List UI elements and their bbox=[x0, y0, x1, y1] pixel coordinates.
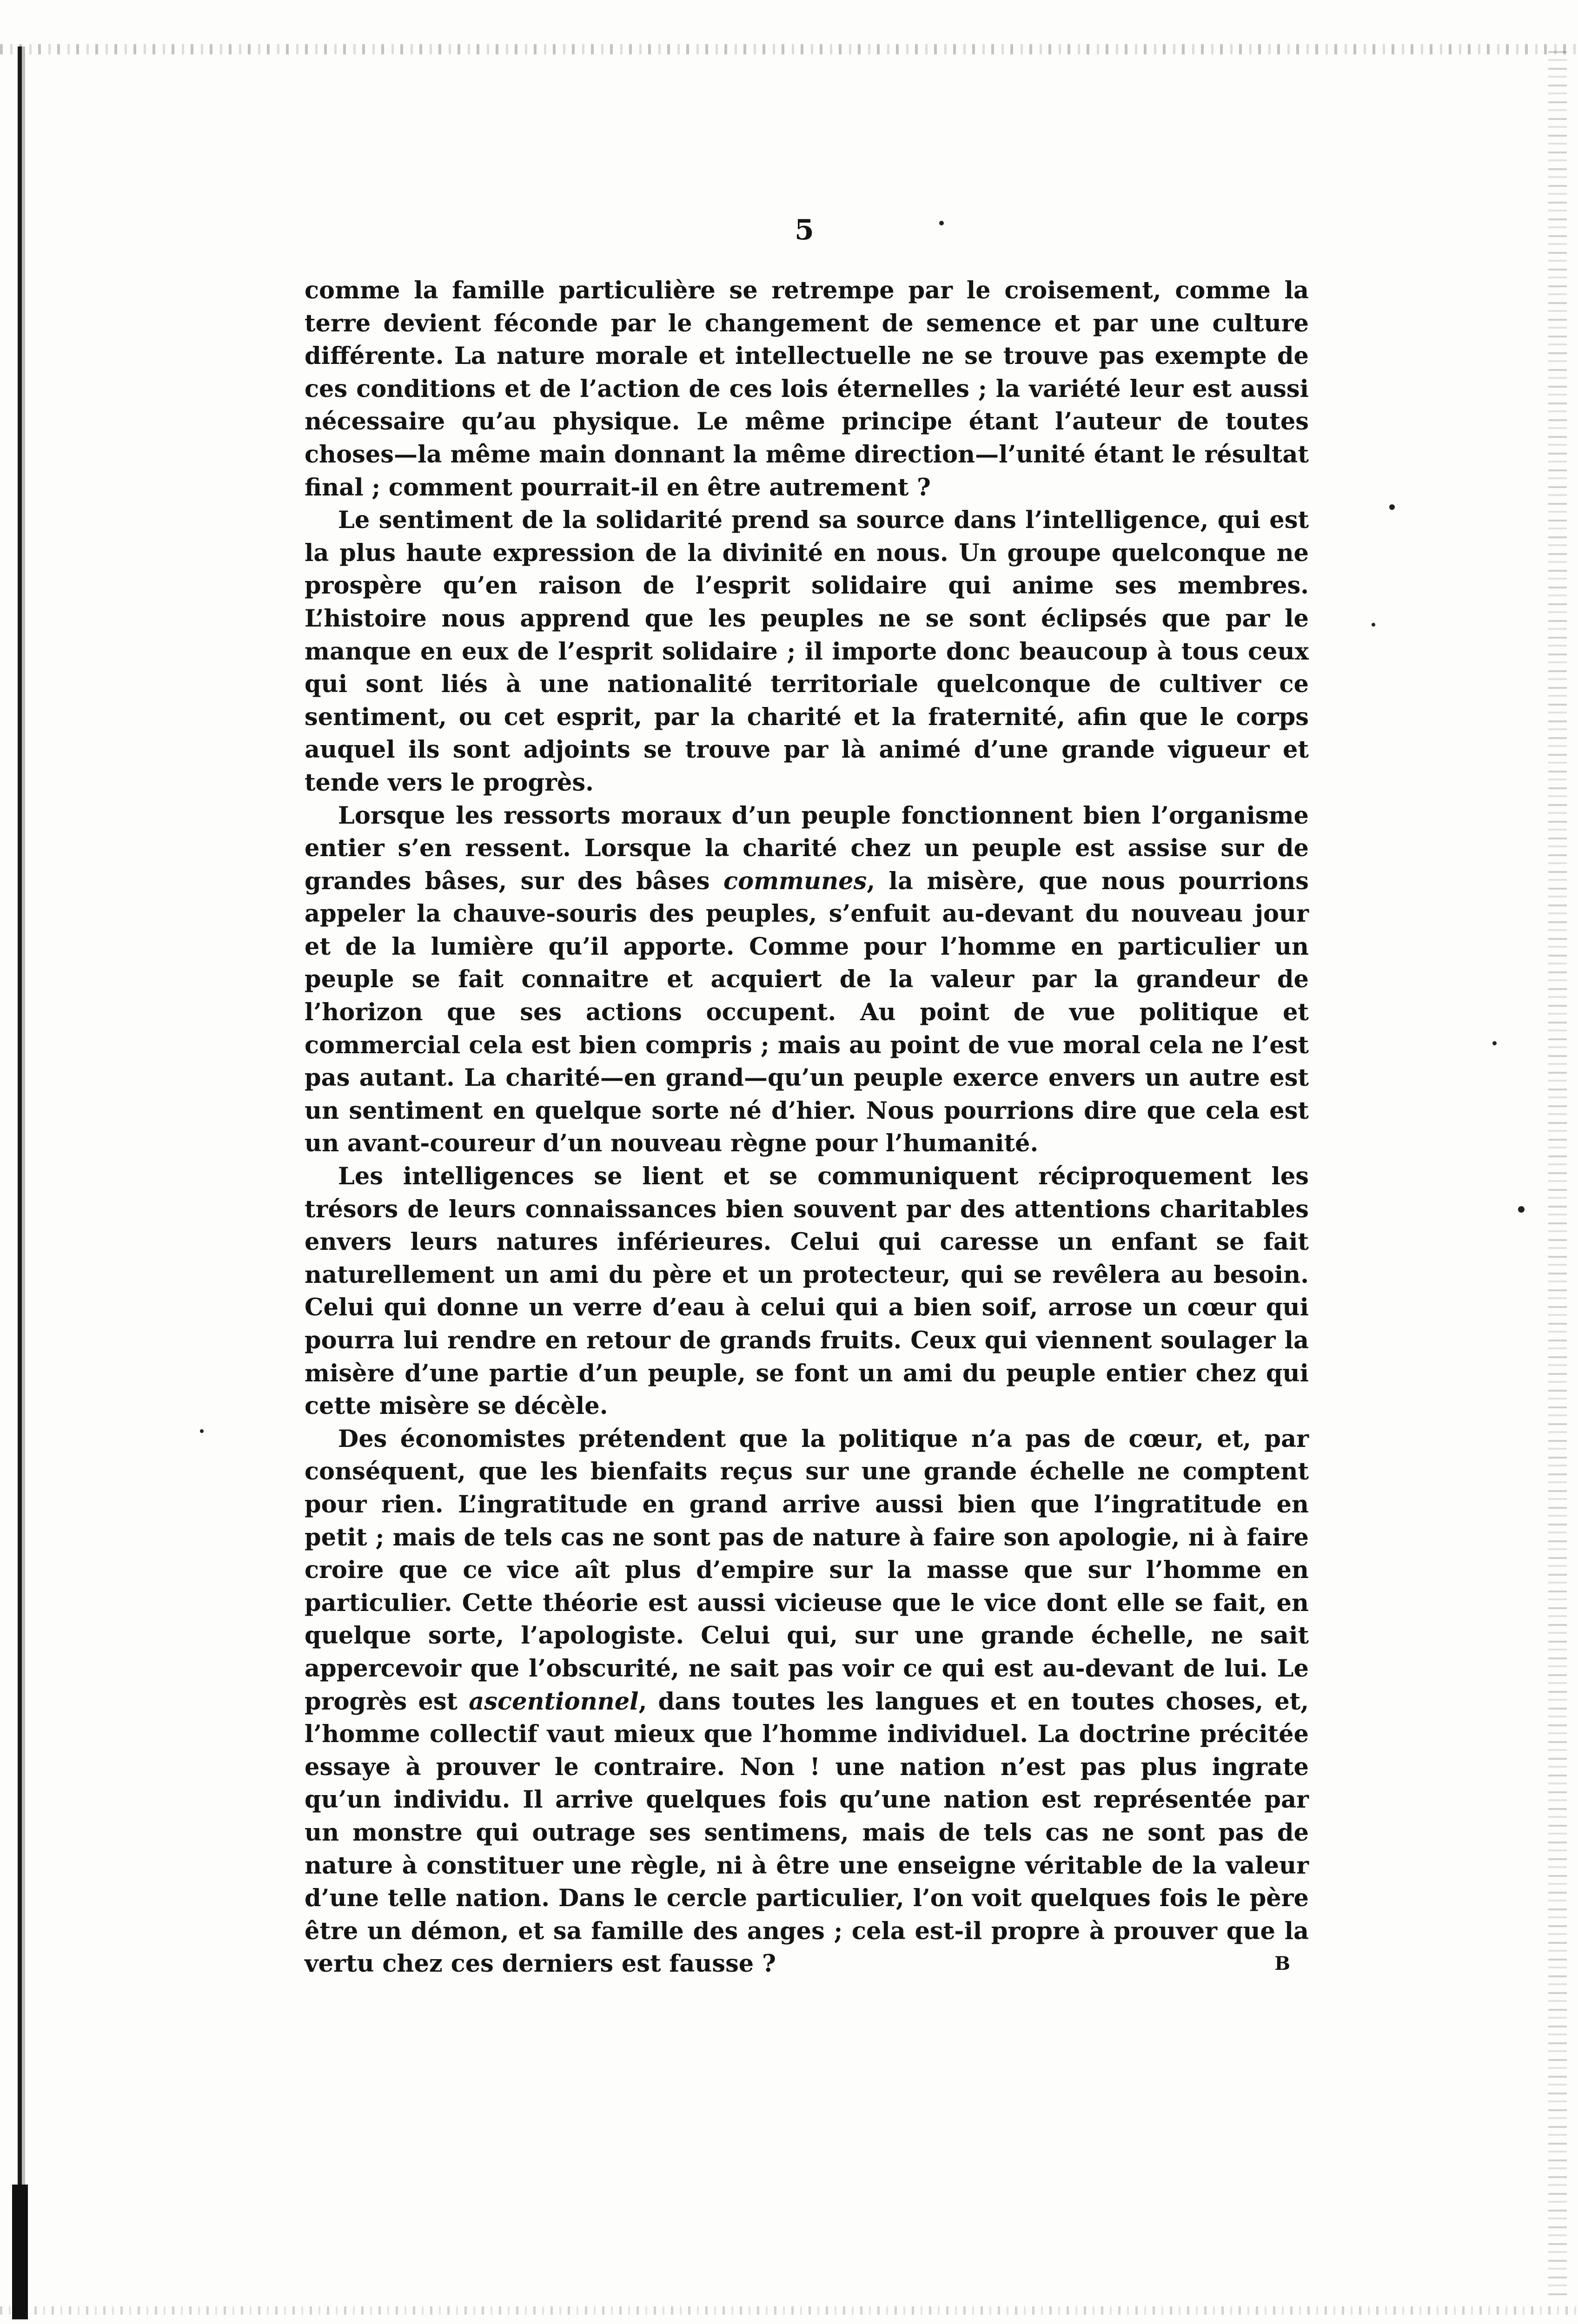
italic-text-segment: communes bbox=[723, 867, 867, 895]
scan-edge-top bbox=[0, 44, 1578, 54]
text-segment: , la misère, que nous pourrions appeler la chauve-souris des peuples, s’enfuit au-devant du nouveau jour et de la lumière qu’il apporte. Comme pour l’homme en particulier un peuple se fait connaitre et acquiert de la valeur par la grandeur de l’horizon que ses actions occupent. Au point de vue politique et commercial cela est bien compris ; mais au point de vue moral cela ne l’est pas autant. La charité—en grand—qu’un peuple exerce envers un autre est un sentiment en quelque sorte né d’hier. Nous pourrions dire que cela est un avant-coureur d’un nouveau règne pour l’humanité. bbox=[305, 867, 1309, 1158]
paragraph bbox=[305, 1423, 1309, 1981]
ink-speck bbox=[1372, 623, 1375, 627]
italic-text-segment: ascentionnel bbox=[469, 1687, 639, 1716]
scan-edge-bottom bbox=[0, 2306, 1578, 2315]
paragraph bbox=[305, 1160, 1309, 1423]
text-segment: Les intelligences se lient et se communiquent réciproquement les trésors de leurs connaissances bien souvent par des attentions charitables envers leurs natures inférieures. Celui qui caresse un enfant se fait naturellement un ami du père et un protecteur, qui se revêlera au besoin. Celui qui donne un verre d’eau à celui qui a bien soif, arrose un cœur qui pourra lui rendre en retour de grands fruits. Ceux qui viennent soulager la misère d’une partie d’un peuple, se font un ami du peuple entier chez qui cette misère se décèle. bbox=[305, 1162, 1309, 1420]
body-text bbox=[305, 274, 1309, 1981]
ink-speck bbox=[1492, 1041, 1497, 1045]
signature-mark: B bbox=[1274, 1953, 1290, 1975]
paragraph bbox=[305, 799, 1309, 1161]
ink-speck bbox=[1389, 504, 1395, 510]
ink-speck bbox=[939, 221, 944, 225]
scan-edge-left bbox=[18, 46, 25, 2315]
scan-edge-left-shadow bbox=[12, 2185, 28, 2319]
text-segment: Lorsque les ressorts moraux d’un peuple fonctionnent bien l’organisme entier s’en ressent. Lorsque la charité chez un peuple est assise sur de grandes bâses, sur des bâses bbox=[305, 801, 1309, 895]
page-number: 5 bbox=[795, 214, 814, 246]
text-segment: , dans toutes les langues et en toutes choses, et, l’homme collectif vaut mieux que l’homme individuel. La doctrine précitée essaye à prouver le contraire. Non ! une nation n’est pas plus ingrate qu’un individu. Il arrive quelques fois qu’une nation est représentée par un monstre qui outrage ses sentimens, mais de tels cas ne sont pas de nature à constituer une règle, ni à être une enseigne véritable de la valeur d’une telle nation. Dans le cercle particulier, l’on voit quelques fois le père être un démon, et sa famille des anges ; cela est-il propre à prouver que la vertu chez ces derniers est fausse ? bbox=[305, 1687, 1309, 1978]
text-segment: Des économistes prétendent que la politique n’a pas de cœur, et, par conséquent, que les bienfaits reçus sur une grande échelle ne comptent pour rien. L’ingratitude en grand arrive aussi bien que l’ingratitude en petit ; mais de tels cas ne sont pas de nature à faire son apologie, ni à faire croire que ce vice aît plus d’empire sur la masse que sur l’homme en particulier. Cette théorie est aussi vicieuse que le vice dont elle se fait, en quelque sorte, l’apologiste. Celui qui, sur une grande échelle, ne sait appercevoir que l’obscurité, ne sait pas voir ce qui est au-devant de lui. Le progrès est bbox=[305, 1425, 1309, 1716]
text-segment: Le sentiment de la solidarité prend sa source dans l’intelligence, qui est la plus haute expression de la divinité en nous. Un groupe quelconque ne prospère qu’en raison de l’esprit solidaire qui anime ses membres. L’histoire nous apprend que les peuples ne se sont éclipsés que par le manque en eux de l’esprit solidaire ; il importe donc beaucoup à tous ceux qui sont liés à une nationalité territoriale quelconque de cultiver ce sentiment, ou cet esprit, par la charité et la fraternité, afin que le corps auquel ils sont adjoints se trouve par là animé d’une grande vigueur et tende vers le progrès. bbox=[305, 506, 1309, 797]
scan-edge-right bbox=[1548, 51, 1567, 2301]
paragraph bbox=[305, 504, 1309, 799]
ink-speck bbox=[1518, 1206, 1525, 1213]
ink-speck bbox=[200, 1429, 204, 1433]
text-segment: comme la famille particulière se retrempe par le croisement, comme la terre devient féconde par le changement de semence et par une culture différente. La nature morale et intellectuelle ne se trouve pas exempte de ces conditions et de l’action de ces lois éternelles ; la variété leur est aussi nécessaire qu’au physique. Le même principe étant l’auteur de toutes choses—la même main donnant la même direction—l’unité étant le résultat final ; comment pourrait-il en être autrement ? bbox=[305, 277, 1309, 502]
paragraph bbox=[305, 274, 1309, 504]
